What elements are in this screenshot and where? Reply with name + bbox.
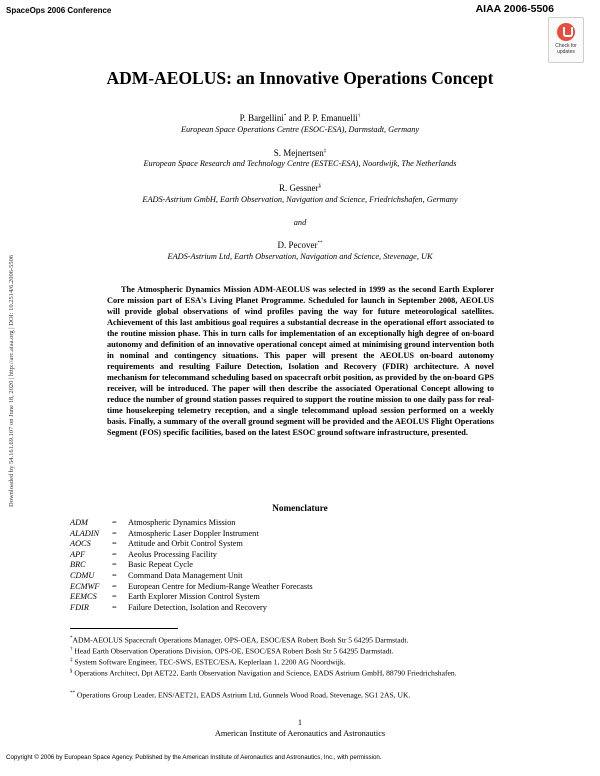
nomenclature-abbr: FDIR <box>70 602 89 612</box>
footnote <box>70 645 534 657</box>
nomenclature-abbr: ALADIN <box>70 528 100 538</box>
footnote-text: System Software Engineer, TEC-SWS, ESTEC/ESA, Keplerlaan 1, 2200 AG Noordwijk. <box>72 657 346 667</box>
nomenclature-definition: European Centre for Medium-Range Weather Forecasts <box>128 581 313 591</box>
page-number: 1 <box>297 718 303 727</box>
author-line-1 <box>0 113 600 123</box>
and-separator: and <box>293 218 307 227</box>
author-name: D. Pecover <box>277 240 318 250</box>
nomenclature-definition: Command Data Management Unit <box>128 570 243 580</box>
author-line-2 <box>0 148 600 158</box>
paper-id: AIAA 2006-5506 <box>475 3 554 15</box>
nomenclature-equals: = <box>112 592 117 602</box>
nomenclature-title: Nomenclature <box>272 503 328 513</box>
affiliation-4: EADS-Astrium Ltd, Earth Observation, Navigation and Science, Stevenage, UK <box>167 252 433 261</box>
nomenclature-abbr: ADM <box>70 518 88 527</box>
nomenclature-abbr: AOCS <box>70 539 91 549</box>
footnote-mark: ** <box>70 691 75 696</box>
footnote-text: Head Earth Observation Operations Division, OPS-OE, ESOC/ESA Robert Bosh Str 5 64295 Darmstadt. <box>72 646 394 656</box>
conference-label: SpaceOps 2006 Conference <box>6 6 112 15</box>
footnote-mark: * <box>70 636 73 641</box>
footnote <box>70 667 534 679</box>
footnote-text: Operations Group Leader, ENS/AET21, EADS Astrium Ltd, Gunnels Wood Road, Stevenage, SG1 2AS, UK. <box>75 690 411 700</box>
download-sidebar <box>6 252 18 507</box>
footnote-mark: ‡ <box>70 658 73 663</box>
author-line-4 <box>0 240 600 250</box>
author-name: P. Bargellini <box>239 113 284 123</box>
affiliation-2: European Space Research and Technology Centre (ESTEC-ESA), Noordwijk, The Netherlands <box>143 159 457 168</box>
badge-line-1: Check for <box>555 43 577 49</box>
paper-title: ADM-AEOLUS: an Innovative Operations Concept <box>106 68 494 88</box>
copyright-notice: Copyright © 2006 by European Space Agency. Published by the American Institute of Aeronautics and Astronautics, Inc., with permission. <box>6 754 382 761</box>
footnote <box>70 656 534 668</box>
author-mark: ** <box>317 241 323 246</box>
publisher-line: American Institute of Aeronautics and Astronautics <box>214 729 386 738</box>
author-mark: § <box>318 184 321 189</box>
nomenclature-equals: = <box>112 560 117 570</box>
nomenclature-abbr: CDMU <box>70 570 95 580</box>
footnote-mark: † <box>70 647 73 652</box>
author-line-3 <box>0 183 600 193</box>
abstract: The Atmospheric Dynamics Mission ADM-AEOLUS was selected in 1999 as the second Earth Explorer Core mission part of ESA's Living Planet Programme. Scheduled for launch in September 2008, AEOLUS will provide global observations of wind profiles paving the way for future meteorological satellites. Achievement of this last ambitious goal requires a substantial decrease in the operational effort associated to the routine mission phase. This in turn calls for implementation of an exceptionally high degree of on-board autonomy and definition of an innovative operational concept aimed at minimising ground intervention both in nominal and contingency situations. This paper will present the AEOLUS on-board autonomy requirements and resulting Failure Detection, Isolation and Recovery (FDIR) architecture. A novel mechanism for telecommand scheduling based on spacecraft orbit position, as provided by the on-board GPS receiver, will be introduced. The paper will then describe the associated Operational Concept allowing to reduce the number of ground station passes required to support the routine mission to one daily pass for real-time housekeeping telemetry reception, and a single telecommand upload session performed on a weekly basis. Finally, a summary of the overall ground segment will be provided and the AEOLUS Flight Operations Segment (FOS) specific facilities, based on the latest ESOC ground software infrastructure, presented. <box>107 285 494 437</box>
author-mark-2: † <box>357 114 361 119</box>
nomenclature-definition: Aeolus Processing Facility <box>128 549 217 559</box>
footnote-mark: § <box>70 669 73 674</box>
footnote-text: ADM-AEOLUS Spacecraft Operations Manager, OPS-OEA, ESOC/ESA Robert Bosh Str 5 64295 Darmstadt. <box>72 635 409 645</box>
footnote <box>70 689 534 701</box>
footnote-divider <box>70 628 178 629</box>
download-info: Downloaded by 54.161.69.107 on June 18, 2020 | http://arc.aiaa.org | DOI: 10.2514/6.2006-5506 <box>8 254 15 507</box>
badge-line-2: updates <box>557 49 575 55</box>
nomenclature-definition: Basic Repeat Cycle <box>128 560 193 570</box>
nomenclature-abbr: BRC <box>70 560 86 570</box>
author-name-2: and P. P. Emanuelli <box>286 113 358 123</box>
nomenclature-definition: Atmospheric Laser Doppler Instrument <box>128 528 259 538</box>
nomenclature-abbr: EEMCS <box>70 592 97 602</box>
nomenclature-definition: Earth Explorer Mission Control System <box>128 592 260 602</box>
nomenclature-definition: Failure Detection, Isolation and Recovery <box>128 602 267 612</box>
nomenclature-definition: Attitude and Orbit Control System <box>128 539 243 549</box>
nomenclature-equals: = <box>112 528 117 538</box>
check-for-updates-badge[interactable] <box>548 17 584 63</box>
nomenclature-equals: = <box>112 570 117 580</box>
nomenclature-equals: = <box>112 549 117 559</box>
footnote <box>70 634 534 646</box>
author-mark: * <box>283 114 287 119</box>
nomenclature-abbr: ECMWF <box>70 581 100 591</box>
affiliation-1: European Space Operations Centre (ESOC-ESA), Darmstadt, Germany <box>180 125 420 134</box>
author-name: R. Gessner <box>279 183 319 193</box>
nomenclature-equals: = <box>112 518 117 527</box>
nomenclature-equals: = <box>112 539 117 549</box>
affiliation-3: EADS-Astrium GmbH, Earth Observation, Navigation and Science, Friedrichshafen, Germany <box>142 195 458 204</box>
nomenclature-abbr: APF <box>70 549 86 559</box>
author-name: S. Mejnertsen <box>273 148 324 158</box>
footnote-text: Operations Architect, Dpt AET22, Earth Observation Navigation and Science, EADS Astrium GmbH, 88790 Friedrichshafen. <box>72 668 457 678</box>
nomenclature-definition: Atmospheric Dynamics Mission <box>128 518 236 527</box>
check-updates-icon <box>557 23 575 41</box>
nomenclature-equals: = <box>112 602 117 612</box>
author-mark: ‡ <box>323 149 327 154</box>
nomenclature-equals: = <box>112 581 117 591</box>
